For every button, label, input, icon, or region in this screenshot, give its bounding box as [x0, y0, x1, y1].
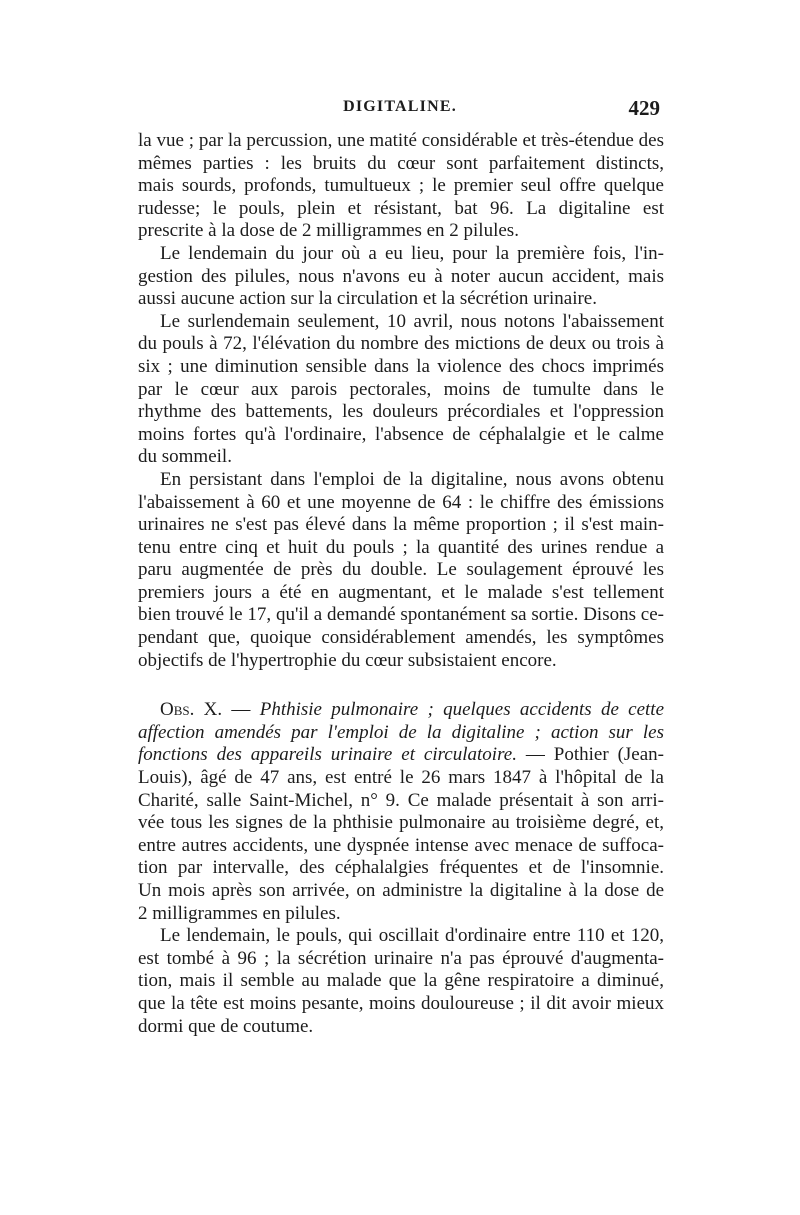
observation-title-line [138, 699, 664, 722]
paragraph [138, 311, 664, 469]
text-line: aussi aucune action sur la circulation et la sécrétion urinaire. [138, 288, 597, 310]
text-line: tenu entre cinq et huit du pouls ; la quantité des urines rendue a [138, 536, 664, 558]
text-line: vée tous les signes de la phthisie pulmonaire au troisième degré, et, [138, 812, 664, 834]
observation-title: affection amendés par l'emploi de la digitaline ; [138, 721, 541, 743]
text-line: du pouls à 72, l'élévation du nombre des mictions de deux ou trois à [138, 333, 664, 355]
text-line: premiers jours a été en augmentant, et le malade s'est tellement [138, 581, 664, 603]
paragraph [138, 130, 664, 243]
text-line: pendant que, quoique considérablement amendés, les symptômes [138, 627, 664, 649]
observation-label: Obs. X. — [160, 699, 251, 721]
page-header [140, 96, 660, 126]
text-line: Le lendemain du jour où a eu lieu, pour la première fois, l'in- [160, 242, 664, 264]
text-line: Charité, salle Saint-Michel, n° 9. Ce malade présentait à son arri- [138, 789, 664, 811]
text-line: entre autres accidents, une dyspnée intense avec menace de suffoca- [138, 834, 664, 856]
observation-section [138, 699, 664, 925]
text-line: prescrite à la dose de 2 milligrammes en 2 pilules. [138, 220, 519, 242]
page-body [138, 130, 664, 1038]
text-line: objectifs de l'hypertrophie du cœur subsistaient encore. [138, 649, 557, 671]
observation-title: Phthisie pulmonaire ; quelques accidents de cette [259, 699, 665, 721]
text-line: 2 milligrammes en pilules. [138, 902, 341, 924]
text-line: l'abaissement à 60 et une moyenne de 64 : le chiffre des émissions [138, 491, 664, 513]
text-line: dormi que de coutume. [138, 1015, 314, 1037]
observation-title-line [138, 722, 664, 745]
text-line: Louis), âgé de 47 ans, est entré le 26 mars 1847 à l'hôpital de la [138, 767, 664, 789]
text-line: la vue ; par la percussion, une matité considérable et très-étendue des [138, 130, 664, 151]
observation-title-line [138, 744, 664, 767]
text-line: tion, mais il semble au malade que la gêne respiratoire a diminué, [138, 970, 664, 992]
section-gap [138, 672, 664, 699]
page-number: 429 [628, 96, 660, 120]
text-line: Le surlendemain seulement, 10 avril, nous notons l'abaissement [160, 310, 664, 332]
text-line: rudesse; le pouls, plein et résistant, bat 96. La digitaline est [138, 197, 664, 219]
text-line: urinaires ne s'est pas élevé dans la même proportion ; il s'est main- [138, 514, 664, 536]
text-line: que la tête est moins pesante, moins douloureuse ; il dit avoir mieux [138, 992, 664, 1014]
text-line: six ; une diminution sensible dans la violence des chocs imprimés [138, 355, 664, 377]
paragraph [138, 469, 664, 672]
patient-name: — Pothier (Jean- [525, 744, 664, 766]
text-line: du sommeil. [138, 446, 232, 468]
text-line: bien trouvé le 17, qu'il a demandé spontanément sa sortie. Disons ce- [138, 604, 664, 626]
text-line: rhythme des battements, les douleurs précordiales et l'oppression [138, 401, 664, 423]
text-line: mais sourds, profonds, tumultueux ; le premier seul offre quelque [138, 175, 664, 197]
text-line: gestion des pilules, nous n'avons eu à noter aucun accident, mais [138, 265, 664, 287]
text-line: Un mois après son arrivée, on administre la digitaline à la dose de [138, 880, 664, 901]
running-title: DIGITALINE. [343, 98, 457, 115]
text-line: est tombé à 96 ; la sécrétion urinaire n'a pas éprouvé d'augmenta- [138, 947, 664, 969]
observation-title: action sur les [550, 721, 665, 743]
paragraph [138, 925, 664, 1038]
text-line: paru augmentée de près du double. Le soulagement éprouvé les [138, 559, 664, 581]
text-line: par le cœur aux parois pectorales, moins de tumulte dans le [138, 378, 664, 400]
text-line: mêmes parties : les bruits du cœur sont parfaitement distincts, [138, 152, 664, 174]
text-line: moins fortes qu'à l'ordinaire, l'absence de céphalalgie et le calme [138, 423, 664, 445]
text-line: tion par intervalle, des céphalalgies fréquentes et de l'insomnie. [138, 857, 664, 879]
observation-title: fonctions des appareils urinaire et circulatoire. [138, 744, 517, 766]
text-line: Le lendemain, le pouls, qui oscillait d'ordinaire entre 110 et 120, [160, 925, 664, 947]
text-line: En persistant dans l'emploi de la digitaline, nous avons obtenu [160, 468, 664, 490]
paragraph [138, 243, 664, 311]
